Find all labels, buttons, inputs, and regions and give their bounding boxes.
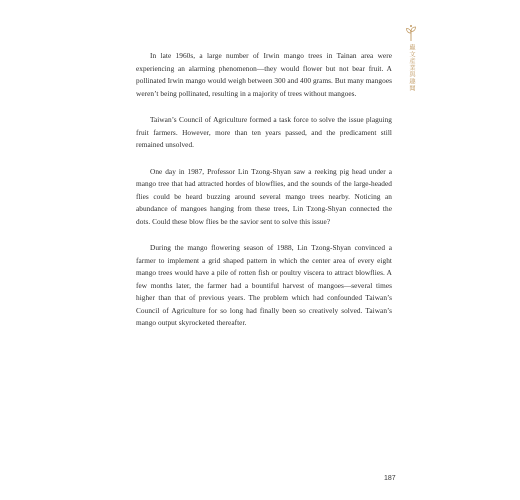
body-text bbox=[136, 50, 392, 330]
sprout-icon bbox=[405, 24, 417, 42]
chapter-title: 蟲文產業與趣聞 bbox=[408, 44, 415, 92]
paragraph-2: Taiwan’s Council of Agriculture formed a task force to solve the issue plaguing fruit farmers. However, more than ten years passed, and the predicament still remained unsolved. bbox=[136, 115, 392, 149]
page-number: 187 bbox=[384, 475, 396, 482]
paragraph-3: One day in 1987, Professor Lin Tzong-Shyan saw a reeking pig head under a mango tree that had attracted hordes of blowflies, and the sounds of the large-headed flies could be heard buzzing around several mango trees nearby. Noticing an abundance of mangoes hanging from these trees, Lin Tzong-Shyan connected the dots. Could these blow flies be the savior sent to solve this issue? bbox=[136, 166, 392, 226]
chapter-marker bbox=[403, 24, 419, 92]
paragraph-4: During the mango flowering season of 1988, Lin Tzong-Shyan convinced a farmer to implement a grid shaped pattern in which the center area of every eight mango trees would have a pile of rotten fish or poultry viscera to attract blowflies. A few months later, the farmer had a bountiful harvest of mangoes—several times higher than that of previous years. The problem which had confounded Taiwan’s Council of Agriculture for so long had finally been so creatively solved. Taiwan’s mango output skyrocketed thereafter. bbox=[136, 243, 392, 327]
paragraph-1: In late 1960s, a large number of Irwin mango trees in Tainan area were experiencing an alarming phenomenon—they would flower but not bear fruit. A pollinated Irwin mango would weigh between 300 and 400 grams. But many mangoes weren’t being pollinated, resulting in a majority of trees without mangoes. bbox=[136, 51, 392, 98]
